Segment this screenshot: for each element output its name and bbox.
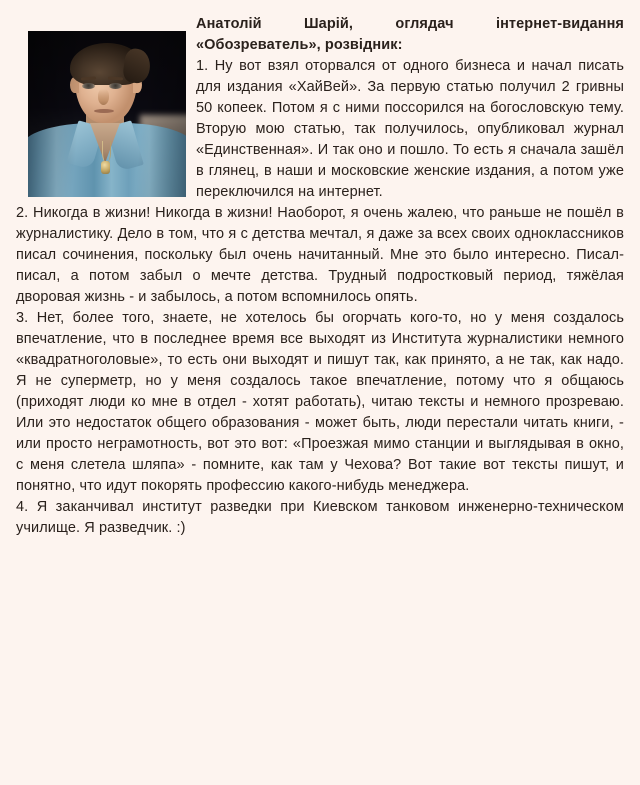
answer-paragraph-2: 2. Никогда в жизни! Никогда в жизни! Наоборот, я очень жалею, что раньше не пошёл в журналистику. Дело в том, что я с детства мечтал, я даже за всех своих одноклассников писал сочинения, поскольку был очень начитанный. Мне это было интересно. Писал-писал, а потом забыл о мечте детства. Трудный подростковый период, тяжёлая дворовая жизнь - и забылось, а потом вспомнилось опять.	[16, 205, 624, 305]
answer-paragraph-4: 4. Я заканчивал институт разведки при Киевском танковом инженерно-техническом училище. Я разведчик. :)	[16, 499, 624, 536]
photo-mouth	[94, 109, 114, 113]
photo-nose	[98, 89, 109, 105]
photo-eye-right	[109, 83, 122, 89]
portrait-photo	[28, 31, 186, 197]
photo-necklace-pendant	[101, 161, 110, 174]
interviewee-byline: Анатолій Шарій, оглядач інтернет-видання «Обозреватель», розвідник:	[196, 16, 624, 53]
answer-paragraph-3: 3. Нет, более того, знаете, не хотелось бы огорчать кого-то, но у меня создалось впечатление, что в последнее время все выходят из Института журналистики немного «квадратноголовые», то есть они выходят и пишут так, как принято, а не так, как надо. Я не суперметр, но у меня создалось такое впечатление, потому что я общаюсь (приходят люди ко мне в отдел - хотят работать), читаю тексты и немного прозреваю. Или это недостаток общего образования - может быть, люди перестали читать книги, - или просто неграмотность, вот это вот: «Проезжая мимо станции и выглядывая в окно, с меня слетела шляпа» - помните, как там у Чехова? Вот такие вот тексты пишут, и понятно, что идут покорять профессию какого-нибудь менеджера.	[16, 310, 624, 494]
photo-eye-left	[82, 83, 95, 89]
article-page	[0, 14, 640, 785]
answer-paragraph-1: 1. Ну вот взял оторвался от одного бизнеса и начал писать для издания «ХайВей». За первую статью получил 2 гривны 50 копеек. Потом я с ними поссорился на богословскую тему. Вторую мою статью, так получилось, опубликовал журнал «Единственная». И так оно и пошло. То есть я сначала зашёл в глянец, в наши и московские женские издания, а потом уже переключился на интернет.	[196, 58, 624, 200]
photo-necklace-chain	[102, 141, 111, 163]
